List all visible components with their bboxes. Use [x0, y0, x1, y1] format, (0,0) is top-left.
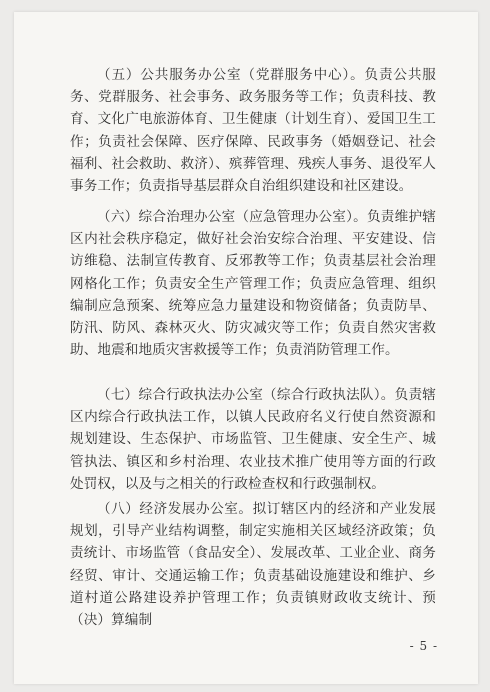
- paragraph-public-service-office: （五）公共服务办公室（党群服务中心）。负责公共服务、党群服务、社会事务、政务服务等工作；负责科技、教育、文化广电旅游体育、卫生健康（计划生育）、爱国卫生工作；负责社会保障、医疗保障、民政事务（婚姻登记、社会福利、社会救助、救济）、殡葬管理、残疾人事务、退役军人事务工作；负责指导基层群众自治组织建设和社区建设。: [70, 67, 436, 195]
- page-number: - 5 -: [409, 639, 438, 653]
- paragraph-administrative-enforcement-office: （七）综合行政执法办公室（综合行政执法队）。负责辖区内综合行政执法工作，以镇人民政府名义行使自然资源和规划建设、生态保护、市场监管、卫生健康、安全生产、城管执法、镇区和乡村治理、农业技术推广使用等方面的行政处罚权，以及与之相关的行政检查权和行政强制权。: [70, 387, 436, 492]
- paragraph-comprehensive-governance-office: （六）综合治理办公室（应急管理办公室）。负责维护辖区内社会秩序稳定，做好社会治安综合治理、平安建设、信访维稳、法制宣传教育、反邪教等工作；负责基层社会治理网格化工作；负责安全生产管理工作；负责应急管理、组织编制应急预案、统筹应急力量建设和物资储备；负责防旱、防汛、防风、森林灭火、防灾减灾等工作；负责自然灾害救助、地震和地质灾害救援等工作；负责消防管理工作。: [70, 209, 436, 359]
- paragraph-economic-development-office: （八）经济发展办公室。拟订辖区内的经济和产业发展规划，引导产业结构调整，制定实施相关区域经济政策；负责统计、市场监管（食品安全）、发展改革、工业企业、商务经贸、审计、交通运输工作；负责基础设施建设和维护、乡道村道公路建设养护管理工作；负责镇财政收支统计、预（决）算编制: [70, 501, 436, 629]
- document-page: [14, 12, 478, 684]
